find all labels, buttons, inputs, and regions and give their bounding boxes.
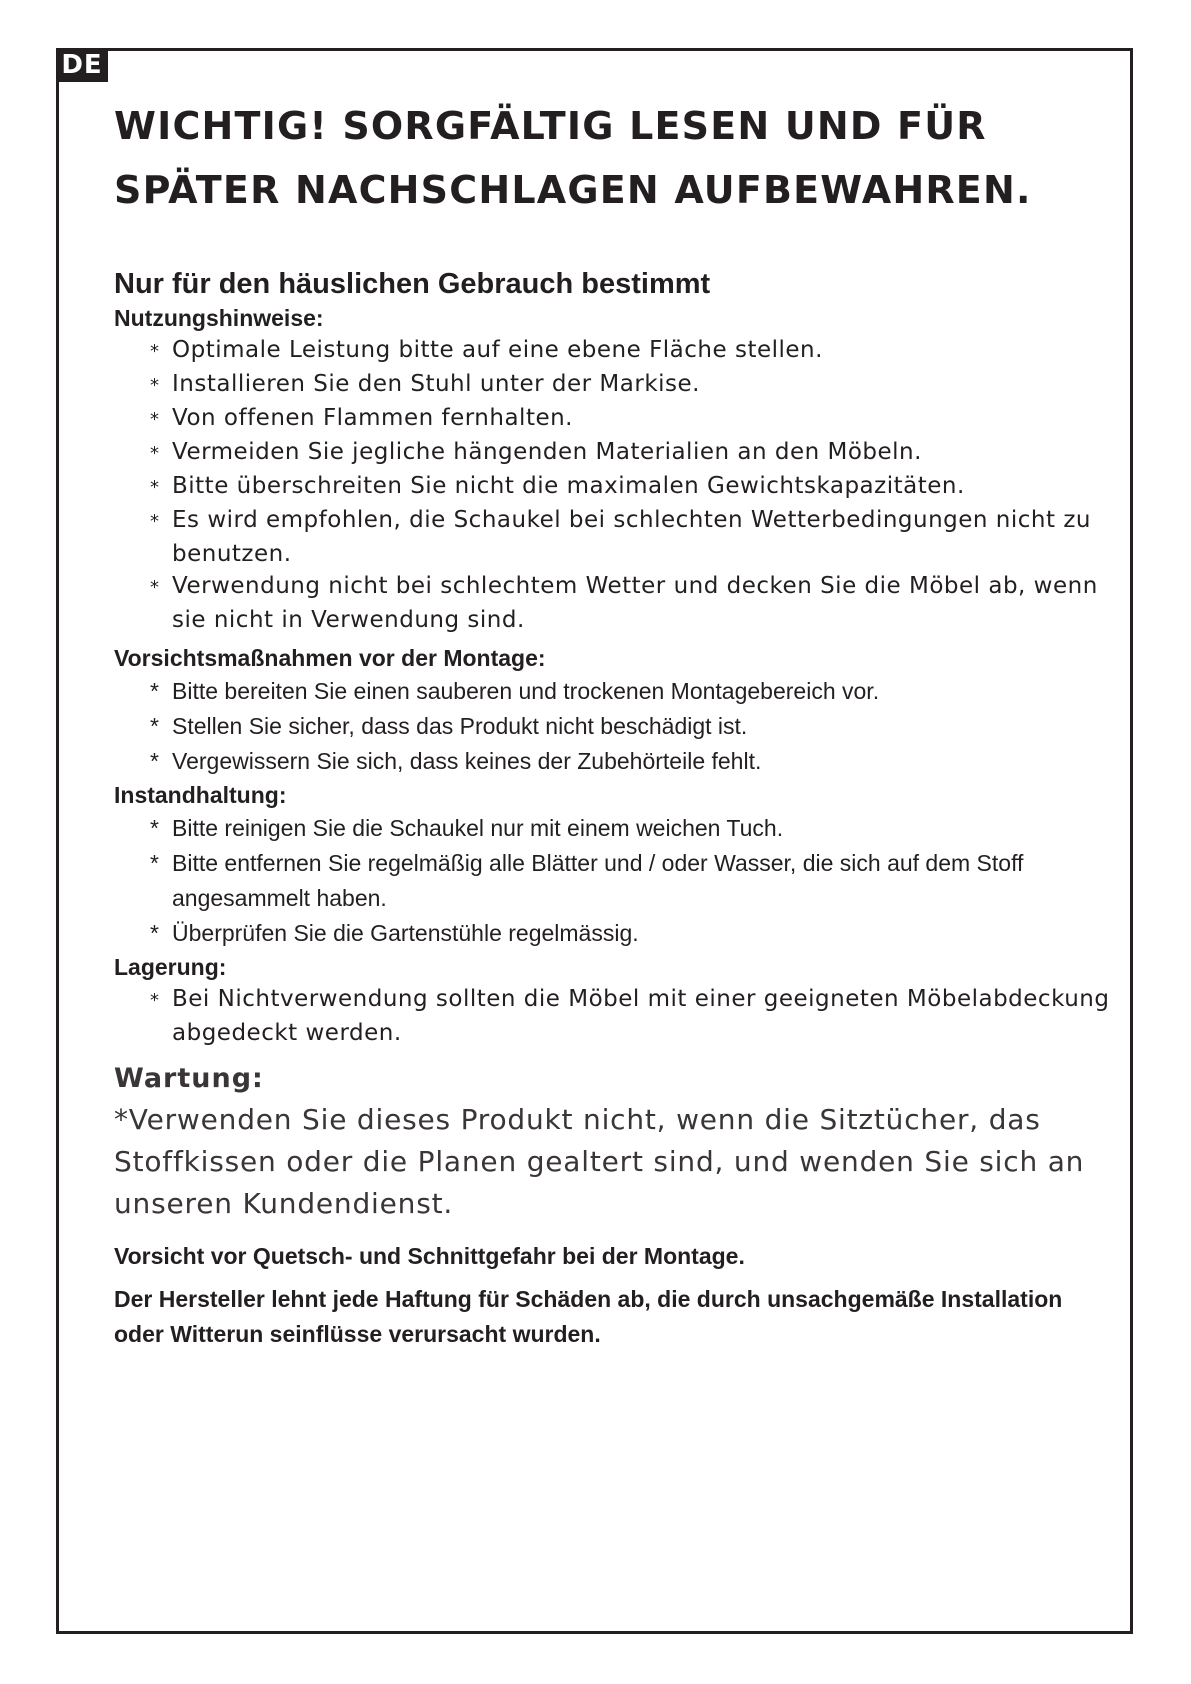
usage-heading: Nutzungshinweise: xyxy=(114,305,324,331)
bullet-star: * xyxy=(150,577,160,598)
bullet-star: * xyxy=(150,920,159,946)
maintenance-heading: Instandhaltung: xyxy=(114,782,287,808)
bullet-star: * xyxy=(150,443,160,464)
storage-list xyxy=(114,983,1114,1049)
list-item: * Installieren Sie den Stuhl unter der Markise. xyxy=(132,368,1114,402)
main-title xyxy=(114,94,1114,222)
maintenance-list xyxy=(114,811,1114,951)
bullet-star: * xyxy=(150,990,160,1011)
bullet-star: * xyxy=(150,511,160,532)
list-item: * Optimale Leistung bitte auf eine ebene Fläche stellen. xyxy=(132,334,1114,368)
notice-pinch-hazard: Vorsicht vor Quetsch- und Schnittgefahr bei der Montage. xyxy=(114,1243,745,1269)
list-item: * Stellen Sie sicher, dass das Produkt nicht beschädigt ist. xyxy=(132,709,1114,744)
list-item: * Bitte reinigen Sie die Schaukel nur mit einem weichen Tuch. xyxy=(132,811,1114,846)
bullet-star: * xyxy=(150,815,159,841)
subtitle: Nur für den häuslichen Gebrauch bestimmt xyxy=(114,268,711,300)
list-item: * Vermeiden Sie jegliche hängenden Materialien an den Möbeln. xyxy=(132,436,1114,470)
service-heading: Wartung: xyxy=(114,1063,264,1094)
main-title-line-1: WICHTIG! SORGFÄLTIG LESEN UND FÜR xyxy=(114,104,987,148)
bullet-star: * xyxy=(150,409,160,430)
list-item: * Verwendung nicht bei schlechtem Wetter und decken Sie die Möbel ab, wenn sie nicht in Verwendung sind. xyxy=(150,573,1098,633)
language-badge: DE xyxy=(56,48,108,82)
list-item: * Vergewissern Sie sich, dass keines der Zubehörteile fehlt. xyxy=(132,744,1114,779)
list-item: * Bitte bereiten Sie einen sauberen und trockenen Montagebereich vor. xyxy=(132,674,1114,709)
bullet-star: * xyxy=(150,748,159,774)
notice-liability: Der Hersteller lehnt jede Haftung für Schäden ab, die durch unsachgemäße Installation oder Witterun seinflüsse verursacht wurden. xyxy=(114,1286,1063,1347)
precautions-heading: Vorsichtsmaßnahmen vor der Montage: xyxy=(114,645,546,671)
bullet-star: * xyxy=(150,678,159,704)
bullet-star: * xyxy=(150,713,159,739)
bullet-star: * xyxy=(150,341,160,362)
document-content xyxy=(114,94,1114,1352)
service-text: *Verwenden Sie dieses Produkt nicht, wenn die Sitztücher, das Stoffkissen oder die Planen gealtert sind, und wenden Sie sich an unseren Kundendienst. xyxy=(114,1103,1085,1220)
list-item: * Bitte entfernen Sie regelmäßig alle Blätter und / oder Wasser, die sich auf dem Stoff angesammelt haben. xyxy=(132,846,1114,916)
usage-list xyxy=(114,334,1114,636)
bullet-star: * xyxy=(150,850,159,876)
list-item: * Bitte überschreiten Sie nicht die maximalen Gewichtskapazitäten. xyxy=(132,470,1114,504)
storage-heading: Lagerung: xyxy=(114,954,227,980)
list-item: * Von offenen Flammen fernhalten. xyxy=(132,402,1114,436)
bullet-star: * xyxy=(150,477,160,498)
list-item: * Bei Nichtverwendung sollten die Möbel mit einer geeigneten Möbelabdeckung abgedeckt werden. xyxy=(150,986,1110,1046)
main-title-line-2: SPÄTER NACHSCHLAGEN AUFBEWAHREN. xyxy=(114,168,1032,212)
list-item: * Es wird empfohlen, die Schaukel bei schlechten Wetterbedingungen nicht zu benutzen. xyxy=(150,507,1091,567)
list-item: * Überprüfen Sie die Gartenstühle regelmässig. xyxy=(132,916,1114,951)
bullet-star: * xyxy=(150,375,160,396)
precautions-list xyxy=(114,674,1114,779)
